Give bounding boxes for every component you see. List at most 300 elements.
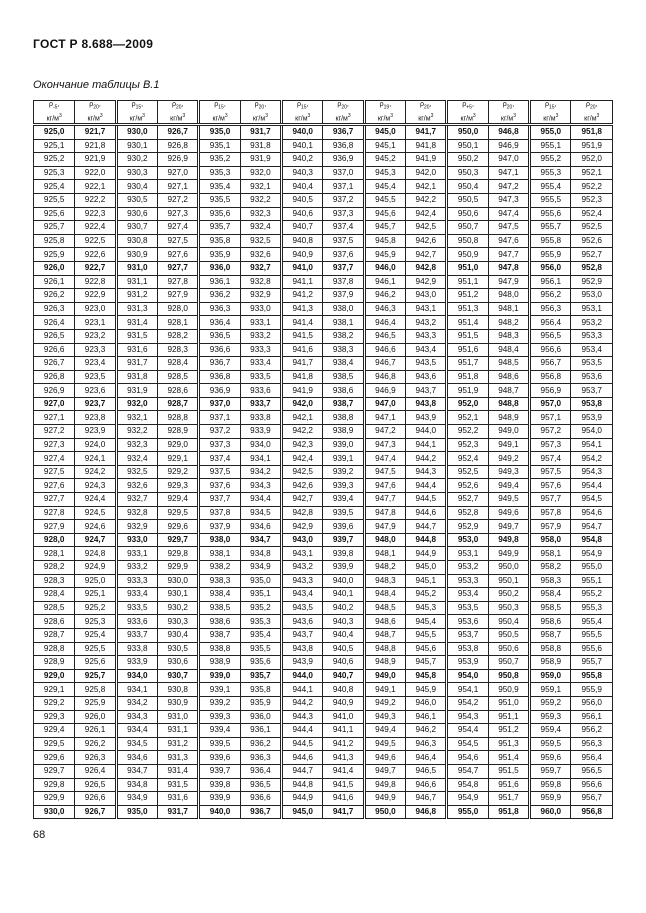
density-20-cell: 949,3 — [488, 465, 529, 479]
density-20-cell: 930,7 — [158, 669, 199, 683]
density-t-cell: 929,9 — [34, 792, 75, 806]
density-t-cell: 958,9 — [530, 656, 571, 670]
density-20-cell: 948,1 — [488, 302, 529, 316]
density-20-cell: 927,7 — [158, 261, 199, 275]
table-row — [34, 139, 613, 153]
density-t-cell: 951,9 — [447, 384, 488, 398]
density-20-cell: 938,0 — [323, 302, 364, 316]
density-t-cell: 936,4 — [199, 316, 240, 330]
table-row — [34, 316, 613, 330]
page-number: 68 — [33, 829, 46, 841]
density-20-cell: 926,2 — [75, 737, 116, 751]
density-20-cell: 944,4 — [406, 479, 447, 493]
density-t-cell: 958,2 — [530, 561, 571, 575]
density-20-cell: 926,5 — [75, 778, 116, 792]
density-t-cell: 942,7 — [282, 493, 323, 507]
table-row — [34, 397, 613, 411]
density-20-cell: 924,4 — [75, 493, 116, 507]
density-20-cell: 929,2 — [158, 465, 199, 479]
density-20-cell: 935,0 — [240, 574, 281, 588]
density-20-cell: 926,0 — [75, 710, 116, 724]
density-20-cell: 953,6 — [571, 370, 613, 384]
density-t-cell: 959,5 — [530, 737, 571, 751]
density-20-cell: 923,8 — [75, 411, 116, 425]
density-20-cell: 929,3 — [158, 479, 199, 493]
density-20-cell: 937,1 — [323, 180, 364, 194]
density-20-cell: 927,0 — [158, 166, 199, 180]
column-header: $\rho_{20}$, $кг/м^3$ — [240, 101, 281, 125]
density-20-cell: 924,9 — [75, 561, 116, 575]
density-20-cell: 929,8 — [158, 547, 199, 561]
density-20-cell: 934,6 — [240, 520, 281, 534]
density-20-cell: 935,8 — [240, 683, 281, 697]
density-t-cell: 926,4 — [34, 316, 75, 330]
density-t-cell: 950,0 — [364, 805, 405, 819]
density-t-cell: 932,3 — [116, 438, 157, 452]
density-20-cell: 949,9 — [488, 547, 529, 561]
density-20-cell: 954,0 — [571, 425, 613, 439]
density-20-cell: 956,7 — [571, 792, 613, 806]
density-t-cell: 944,5 — [282, 737, 323, 751]
density-20-cell: 943,1 — [406, 302, 447, 316]
density-20-cell: 931,1 — [158, 724, 199, 738]
density-20-cell: 943,7 — [406, 384, 447, 398]
density-t-cell: 927,0 — [34, 397, 75, 411]
density-20-cell: 946,1 — [406, 710, 447, 724]
density-t-cell: 958,3 — [530, 574, 571, 588]
density-t-cell: 948,4 — [364, 588, 405, 602]
column-header: $\rho_{20}$, $кг/м^3$ — [571, 101, 613, 125]
density-20-cell: 942,6 — [406, 234, 447, 248]
density-t-cell: 950,4 — [447, 180, 488, 194]
header-unit: кг/м — [377, 114, 391, 122]
density-20-cell: 934,3 — [240, 479, 281, 493]
density-20-cell: 950,1 — [488, 574, 529, 588]
column-header: $\rho_{15}$, $кг/м^3$ — [199, 101, 240, 125]
table-row — [34, 357, 613, 371]
header-unit-exponent: 3 — [58, 112, 62, 119]
table-row — [34, 289, 613, 303]
table-caption: Окончание таблицы В.1 — [33, 79, 160, 91]
density-t-cell: 930,6 — [116, 207, 157, 221]
density-20-cell: 932,7 — [240, 261, 281, 275]
density-t-cell: 949,2 — [364, 696, 405, 710]
density-20-cell: 930,6 — [158, 656, 199, 670]
density-20-cell: 947,2 — [488, 180, 529, 194]
density-20-cell: 930,4 — [158, 628, 199, 642]
density-t-cell: 937,3 — [199, 438, 240, 452]
density-20-cell: 948,7 — [488, 384, 529, 398]
density-t-cell: 939,9 — [199, 792, 240, 806]
density-t-cell: 952,0 — [447, 397, 488, 411]
density-t-cell: 957,8 — [530, 506, 571, 520]
density-20-cell: 951,1 — [488, 710, 529, 724]
density-20-cell: 954,3 — [571, 465, 613, 479]
density-t-cell: 952,6 — [447, 479, 488, 493]
density-20-cell: 939,7 — [323, 533, 364, 547]
density-20-cell: 928,9 — [158, 425, 199, 439]
density-t-cell: 954,0 — [447, 669, 488, 683]
header-unit: кг/м — [252, 114, 266, 122]
density-20-cell: 925,8 — [75, 683, 116, 697]
density-t-cell: 925,0 — [34, 125, 75, 140]
density-20-cell: 945,8 — [406, 669, 447, 683]
density-t-cell: 926,5 — [34, 329, 75, 343]
density-20-cell: 936,3 — [240, 751, 281, 765]
density-20-cell: 938,6 — [323, 384, 364, 398]
density-t-cell: 940,3 — [282, 166, 323, 180]
density-20-cell: 934,8 — [240, 547, 281, 561]
density-t-cell: 958,5 — [530, 601, 571, 615]
density-20-cell: 927,2 — [158, 193, 199, 207]
header-subscript: 15 — [218, 104, 224, 111]
density-20-cell: 948,0 — [488, 289, 529, 303]
density-t-cell: 930,5 — [116, 193, 157, 207]
density-20-cell: 952,2 — [571, 180, 613, 194]
table-row — [34, 384, 613, 398]
density-20-cell: 921,9 — [75, 153, 116, 167]
density-20-cell: 925,7 — [75, 669, 116, 683]
density-t-cell: 933,1 — [116, 547, 157, 561]
density-20-cell: 953,9 — [571, 411, 613, 425]
density-20-cell: 923,3 — [75, 343, 116, 357]
density-20-cell: 953,4 — [571, 343, 613, 357]
table-row — [34, 493, 613, 507]
density-20-cell: 922,4 — [75, 221, 116, 235]
density-t-cell: 937,9 — [199, 520, 240, 534]
density-20-cell: 936,2 — [240, 737, 281, 751]
density-t-cell: 930,7 — [116, 221, 157, 235]
density-t-cell: 929,2 — [34, 696, 75, 710]
density-20-cell: 951,2 — [488, 724, 529, 738]
density-t-cell: 935,6 — [199, 207, 240, 221]
density-t-cell: 956,8 — [530, 370, 571, 384]
density-20-cell: 924,6 — [75, 520, 116, 534]
density-t-cell: 952,1 — [447, 411, 488, 425]
density-t-cell: 934,0 — [116, 669, 157, 683]
density-20-cell: 943,9 — [406, 411, 447, 425]
density-t-cell: 942,5 — [282, 465, 323, 479]
header-symbol: ρ — [585, 101, 590, 109]
density-20-cell: 926,3 — [75, 751, 116, 765]
density-t-cell: 934,2 — [116, 696, 157, 710]
density-t-cell: 947,9 — [364, 520, 405, 534]
density-20-cell: 946,8 — [488, 125, 529, 140]
density-t-cell: 951,3 — [447, 302, 488, 316]
header-unit: кг/м — [418, 114, 431, 122]
density-20-cell: 947,9 — [488, 275, 529, 289]
density-20-cell: 925,1 — [75, 588, 116, 602]
density-20-cell: 954,2 — [571, 452, 613, 466]
density-20-cell: 944,1 — [406, 438, 447, 452]
density-20-cell: 939,2 — [323, 465, 364, 479]
density-20-cell: 952,3 — [571, 193, 613, 207]
density-20-cell: 922,2 — [75, 193, 116, 207]
density-t-cell: 952,7 — [447, 493, 488, 507]
density-t-cell: 927,5 — [34, 465, 75, 479]
density-t-cell: 943,6 — [282, 615, 323, 629]
density-t-cell: 930,9 — [116, 248, 157, 262]
density-20-cell: 932,1 — [240, 180, 281, 194]
density-20-cell: 929,9 — [158, 561, 199, 575]
density-20-cell: 922,0 — [75, 166, 116, 180]
header-symbol: ρ — [171, 101, 176, 109]
density-20-cell: 937,8 — [323, 275, 364, 289]
density-t-cell: 947,1 — [364, 411, 405, 425]
density-t-cell: 956,6 — [530, 343, 571, 357]
density-20-cell: 941,1 — [323, 724, 364, 738]
density-20-cell: 930,1 — [158, 588, 199, 602]
density-t-cell: 957,2 — [530, 425, 571, 439]
density-t-cell: 943,5 — [282, 601, 323, 615]
density-20-cell: 928,7 — [158, 397, 199, 411]
header-unit-exponent: 3 — [99, 112, 103, 119]
density-t-cell: 930,0 — [34, 805, 75, 819]
density-20-cell: 941,7 — [323, 805, 364, 819]
density-t-cell: 944,1 — [282, 683, 323, 697]
density-20-cell: 949,6 — [488, 506, 529, 520]
density-t-cell: 944,2 — [282, 696, 323, 710]
table-body — [34, 125, 613, 819]
density-20-cell: 940,5 — [323, 642, 364, 656]
density-t-cell: 937,2 — [199, 425, 240, 439]
density-t-cell: 951,8 — [447, 370, 488, 384]
density-20-cell: 953,1 — [571, 302, 613, 316]
density-t-cell: 946,1 — [364, 275, 405, 289]
density-20-cell: 953,7 — [571, 384, 613, 398]
density-t-cell: 934,4 — [116, 724, 157, 738]
density-t-cell: 930,0 — [116, 125, 157, 140]
density-20-cell: 937,2 — [323, 193, 364, 207]
table-row — [34, 234, 613, 248]
density-20-cell: 923,5 — [75, 370, 116, 384]
density-20-cell: 943,5 — [406, 357, 447, 371]
density-20-cell: 955,8 — [571, 669, 613, 683]
density-20-cell: 926,7 — [75, 805, 116, 819]
density-20-cell: 922,3 — [75, 207, 116, 221]
density-t-cell: 931,7 — [116, 357, 157, 371]
density-20-cell: 934,1 — [240, 452, 281, 466]
density-t-cell: 942,1 — [282, 411, 323, 425]
density-20-cell: 942,9 — [406, 275, 447, 289]
density-20-cell: 935,5 — [240, 642, 281, 656]
density-t-cell: 926,8 — [34, 370, 75, 384]
density-20-cell: 933,5 — [240, 370, 281, 384]
density-t-cell: 956,0 — [530, 261, 571, 275]
density-20-cell: 932,3 — [240, 207, 281, 221]
density-20-cell: 937,9 — [323, 289, 364, 303]
density-t-cell: 951,0 — [447, 261, 488, 275]
density-t-cell: 939,3 — [199, 710, 240, 724]
density-t-cell: 942,9 — [282, 520, 323, 534]
density-t-cell: 929,1 — [34, 683, 75, 697]
density-20-cell: 955,2 — [571, 588, 613, 602]
density-20-cell: 932,8 — [240, 275, 281, 289]
header-unit-exponent: 3 — [224, 112, 228, 119]
density-t-cell: 955,0 — [447, 805, 488, 819]
density-t-cell: 934,5 — [116, 737, 157, 751]
density-t-cell: 937,4 — [199, 452, 240, 466]
density-20-cell: 948,4 — [488, 343, 529, 357]
density-20-cell: 928,6 — [158, 384, 199, 398]
density-t-cell: 957,7 — [530, 493, 571, 507]
header-subscript: 20 — [506, 104, 513, 111]
header-symbol: ρ — [337, 101, 342, 109]
density-20-cell: 954,4 — [571, 479, 613, 493]
density-t-cell: 935,9 — [199, 248, 240, 262]
density-20-cell: 926,9 — [158, 153, 199, 167]
density-20-cell: 951,7 — [488, 792, 529, 806]
table-row — [34, 751, 613, 765]
density-t-cell: 940,2 — [282, 153, 323, 167]
density-20-cell: 943,8 — [406, 397, 447, 411]
density-t-cell: 926,7 — [34, 357, 75, 371]
density-t-cell: 941,3 — [282, 302, 323, 316]
table-row — [34, 642, 613, 656]
density-20-cell: 946,3 — [406, 737, 447, 751]
density-20-cell: 943,3 — [406, 329, 447, 343]
density-20-cell: 933,2 — [240, 329, 281, 343]
density-t-cell: 933,5 — [116, 601, 157, 615]
header-unit-exponent: 3 — [430, 112, 434, 119]
density-20-cell: 942,1 — [406, 180, 447, 194]
density-t-cell: 950,6 — [447, 207, 488, 221]
table-row — [34, 520, 613, 534]
density-t-cell: 948,9 — [364, 656, 405, 670]
header-symbol: ρ — [545, 101, 550, 109]
table-row — [34, 193, 613, 207]
density-t-cell: 946,7 — [364, 357, 405, 371]
density-t-cell: 947,0 — [364, 397, 405, 411]
density-t-cell: 927,6 — [34, 479, 75, 493]
density-t-cell: 949,6 — [364, 751, 405, 765]
density-t-cell: 950,0 — [447, 125, 488, 140]
density-20-cell: 935,1 — [240, 588, 281, 602]
density-20-cell: 938,4 — [323, 357, 364, 371]
density-t-cell: 942,3 — [282, 438, 323, 452]
density-20-cell: 947,3 — [488, 193, 529, 207]
density-20-cell: 926,4 — [75, 764, 116, 778]
header-unit-exponent: 3 — [390, 112, 393, 119]
header-unit: кг/м — [335, 114, 348, 122]
density-20-cell: 930,5 — [158, 642, 199, 656]
density-t-cell: 942,0 — [282, 397, 323, 411]
density-t-cell: 938,7 — [199, 628, 240, 642]
density-20-cell: 924,0 — [75, 438, 116, 452]
density-20-cell: 955,5 — [571, 628, 613, 642]
density-20-cell: 947,7 — [488, 248, 529, 262]
density-t-cell: 928,7 — [34, 628, 75, 642]
header-unit: кг/м — [129, 114, 143, 122]
density-t-cell: 940,0 — [199, 805, 240, 819]
density-20-cell: 931,6 — [158, 792, 199, 806]
header-subscript: 20 — [341, 104, 347, 111]
density-20-cell: 922,6 — [75, 248, 116, 262]
density-20-cell: 950,3 — [488, 601, 529, 615]
density-t-cell: 940,7 — [282, 221, 323, 235]
header-symbol: ρ — [131, 101, 136, 109]
density-t-cell: 942,2 — [282, 425, 323, 439]
density-20-cell: 941,5 — [323, 778, 364, 792]
density-t-cell: 928,3 — [34, 574, 75, 588]
density-t-cell: 946,8 — [364, 370, 405, 384]
density-t-cell: 945,2 — [364, 153, 405, 167]
table-row — [34, 696, 613, 710]
density-t-cell: 950,2 — [447, 153, 488, 167]
density-t-cell: 954,6 — [447, 751, 488, 765]
header-subscript: 15 — [135, 104, 142, 111]
density-t-cell: 940,0 — [282, 125, 323, 140]
density-20-cell: 946,9 — [488, 139, 529, 153]
density-20-cell: 928,0 — [158, 302, 199, 316]
density-20-cell: 944,9 — [406, 547, 447, 561]
density-t-cell: 953,3 — [447, 574, 488, 588]
density-t-cell: 926,3 — [34, 302, 75, 316]
density-t-cell: 941,6 — [282, 343, 323, 357]
density-t-cell: 947,8 — [364, 506, 405, 520]
density-t-cell: 946,4 — [364, 316, 405, 330]
density-20-cell: 934,7 — [240, 533, 281, 547]
density-20-cell: 939,5 — [323, 506, 364, 520]
density-20-cell: 950,6 — [488, 642, 529, 656]
density-t-cell: 959,1 — [530, 683, 571, 697]
density-20-cell: 940,4 — [323, 628, 364, 642]
density-t-cell: 954,3 — [447, 710, 488, 724]
density-t-cell: 936,9 — [199, 384, 240, 398]
density-t-cell: 933,6 — [116, 615, 157, 629]
density-t-cell: 951,7 — [447, 357, 488, 371]
density-t-cell: 956,4 — [530, 316, 571, 330]
density-t-cell: 957,0 — [530, 397, 571, 411]
density-t-cell: 954,4 — [447, 724, 488, 738]
density-20-cell: 925,5 — [75, 642, 116, 656]
density-t-cell: 931,4 — [116, 316, 157, 330]
density-t-cell: 938,4 — [199, 588, 240, 602]
density-20-cell: 949,5 — [488, 493, 529, 507]
density-t-cell: 947,2 — [364, 425, 405, 439]
density-20-cell: 952,4 — [571, 207, 613, 221]
density-20-cell: 927,4 — [158, 221, 199, 235]
density-t-cell: 950,7 — [447, 221, 488, 235]
header-unit: кг/м — [543, 114, 556, 122]
column-header: $\rho_{+5}$, $кг/м^3$ — [447, 101, 488, 125]
density-20-cell: 955,9 — [571, 683, 613, 697]
table-row — [34, 601, 613, 615]
density-20-cell: 950,0 — [488, 561, 529, 575]
density-20-cell: 949,7 — [488, 520, 529, 534]
density-20-cell: 928,5 — [158, 370, 199, 384]
density-t-cell: 946,9 — [364, 384, 405, 398]
density-t-cell: 951,6 — [447, 343, 488, 357]
density-t-cell: 955,9 — [530, 248, 571, 262]
density-t-cell: 955,1 — [530, 139, 571, 153]
density-t-cell: 928,4 — [34, 588, 75, 602]
density-t-cell: 932,9 — [116, 520, 157, 534]
density-t-cell: 925,1 — [34, 139, 75, 153]
table-row — [34, 710, 613, 724]
density-t-cell: 929,7 — [34, 764, 75, 778]
density-20-cell: 924,5 — [75, 506, 116, 520]
density-t-cell: 934,3 — [116, 710, 157, 724]
density-20-cell: 949,4 — [488, 479, 529, 493]
density-20-cell: 955,0 — [571, 561, 613, 575]
density-20-cell: 948,2 — [488, 316, 529, 330]
density-20-cell: 921,8 — [75, 139, 116, 153]
density-20-cell: 931,8 — [240, 139, 281, 153]
density-t-cell: 927,9 — [34, 520, 75, 534]
density-t-cell: 957,9 — [530, 520, 571, 534]
density-20-cell: 951,8 — [488, 805, 529, 819]
